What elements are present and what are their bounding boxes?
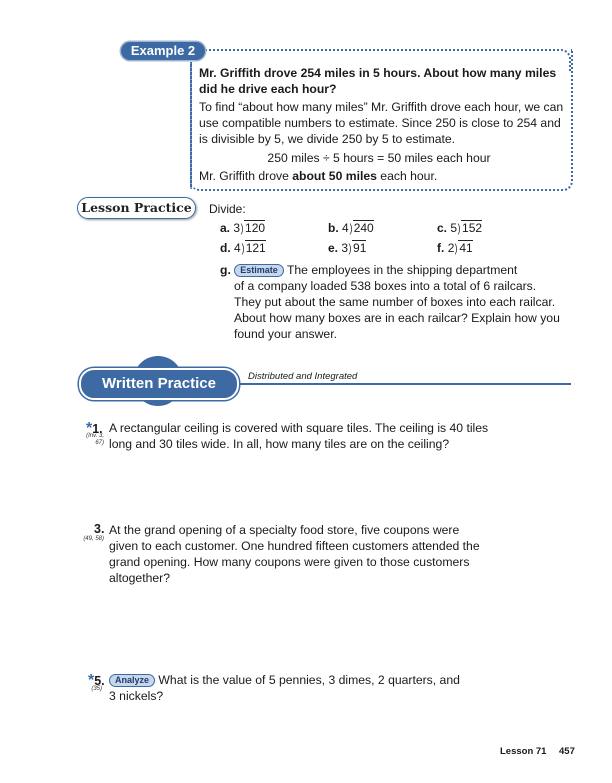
footer-lesson: Lesson 71 — [500, 746, 547, 757]
written-practice-badge: Written Practice — [79, 368, 239, 400]
problem-a: a. 3) 120 — [220, 221, 266, 235]
ref-line: (Inv. 3, — [86, 433, 104, 439]
divide-instruction: Divide: — [209, 202, 246, 216]
problem-label: d. — [220, 241, 231, 255]
section-rule — [238, 383, 571, 385]
problem-text: About how many boxes are in each railcar? Explain how you — [234, 311, 560, 325]
problem-text: found your answer. — [234, 327, 337, 341]
question-line: did he drive each hour? — [199, 82, 337, 96]
question-line: long and 30 tiles wide. In all, how many tiles are on the ceiling? — [109, 437, 450, 451]
question-line: grand opening. How many coupons were given to those customers — [109, 555, 470, 569]
dividend: 152 — [462, 221, 483, 235]
question-5-text — [109, 672, 509, 704]
problem-g — [220, 262, 570, 342]
analyze-tag: Analyze — [109, 674, 155, 687]
question-1-text — [109, 420, 509, 452]
problem-label: e. — [328, 241, 339, 255]
written-practice-subtitle: Distributed and Integrated — [248, 371, 358, 382]
conclusion-text: each hour. — [376, 169, 438, 183]
star-marker: * — [88, 672, 95, 689]
problem-label: b. — [328, 221, 339, 235]
dividend: 41 — [459, 241, 473, 255]
question-5-ref: (35) — [91, 686, 102, 692]
question-line: What is the value of 5 pennies, 3 dimes, 2 quarters, and — [158, 673, 460, 687]
footer-page-number: 457 — [559, 746, 575, 757]
divisor: 3 — [233, 221, 241, 235]
divisor: 3 — [341, 241, 349, 255]
question-3-number: 3. — [94, 522, 105, 536]
divisor: 5 — [450, 221, 458, 235]
problem-f: f. 2) 41 — [437, 241, 473, 255]
body-line: is divisible by 5, we divide 250 by 5 to estimate. — [199, 132, 456, 146]
question-line: A rectangular ceiling is covered with square tiles. The ceiling is 40 tiles — [109, 421, 489, 435]
question-line: given to each customer. One hundred fifteen customers attended the — [109, 539, 480, 553]
lesson-practice-badge: Lesson Practice — [77, 197, 196, 219]
body-line: To find “about how many miles” Mr. Griffith drove each hour, we can — [199, 100, 564, 114]
problem-text: of a company loaded 538 boxes into a total of 6 railcars. — [234, 279, 537, 293]
question-1-ref — [80, 433, 104, 447]
problem-b: b. 4) 240 — [328, 221, 374, 235]
example-conclusion — [199, 168, 567, 184]
question-line: altogether? — [109, 571, 170, 585]
dividend: 120 — [245, 221, 266, 235]
problem-text: The employees in the shipping department — [286, 263, 518, 277]
problem-c: c. 5) 152 — [437, 221, 483, 235]
conclusion-bold: about 50 miles — [292, 169, 377, 183]
body-line: use compatible numbers to estimate. Since 250 is close to 254 and — [199, 116, 561, 130]
question-number: 5. — [94, 674, 105, 688]
example-body — [199, 99, 567, 147]
question-line: Mr. Griffith drove 254 miles in 5 hours. About how many miles — [199, 66, 557, 80]
conclusion-text: Mr. Griffith drove — [199, 169, 293, 183]
question-line: At the grand opening of a specialty food store, five coupons were — [109, 523, 460, 537]
dividend: 91 — [353, 241, 367, 255]
question-3-text — [109, 522, 509, 586]
dividend: 121 — [245, 241, 266, 255]
question-number: 1. — [92, 422, 103, 436]
problem-text: They put about the same number of boxes into each railcar. — [234, 295, 556, 309]
divisor: 4 — [234, 241, 241, 255]
problem-label: c. — [437, 221, 448, 235]
star-marker: * — [86, 420, 93, 437]
question-3-ref: (49, 58) — [83, 536, 104, 542]
dividend: 240 — [353, 221, 374, 235]
problem-label: g. — [220, 263, 231, 277]
problem-label: f. — [437, 241, 445, 255]
divisor: 2 — [447, 241, 455, 255]
problem-d: d. 4) 121 — [220, 241, 266, 255]
example-badge: Example 2 — [121, 42, 205, 60]
example-question — [199, 65, 567, 97]
estimate-tag: Estimate — [234, 264, 284, 277]
problem-e: e. 3) 91 — [328, 241, 367, 255]
example-equation: 250 miles ÷ 5 hours = 50 miles each hour — [267, 151, 491, 165]
problem-label: a. — [220, 221, 231, 235]
ref-line: 67) — [95, 440, 104, 446]
divisor: 4 — [342, 221, 349, 235]
question-line: 3 nickels? — [109, 689, 164, 703]
